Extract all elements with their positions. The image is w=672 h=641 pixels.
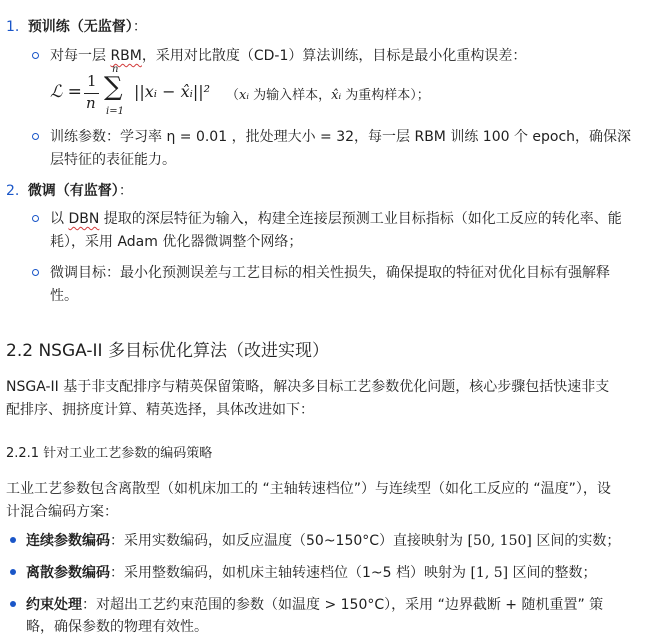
- paragraph: NSGA-II 基于非支配排序与精英保留策略，解决多目标工艺参数优化问题，核心步骤包括快速非支: [6, 379, 610, 395]
- bullet-circle-icon: [32, 269, 39, 276]
- paragraph-continuation: 配排序、拥挤度计算、精英选择，具体改进如下：: [6, 402, 314, 418]
- list-item: 微调目标：最小化预测误差与工艺目标的相关性损失，确保提取的特征对优化目标有强解释: [50, 265, 610, 281]
- bullet-dot-icon: [10, 569, 16, 575]
- list-item-continuation: 略，确保参数的物理有效性。: [26, 619, 208, 635]
- section-title: 预训练（无监督）: [27, 19, 133, 35]
- list-item-continuation: 层特征的表征能力。: [50, 152, 176, 168]
- section-1-heading: 1. 预训练（无监督）：: [6, 19, 147, 35]
- list-item-continuation: 耗），采用 Adam 优化器微调整个网络；: [50, 234, 303, 250]
- bullet-circle-icon: [32, 215, 39, 222]
- section-2-heading: 2. 微调（有监督）：: [6, 183, 133, 199]
- list-item: 离散参数编码：采用整数编码，如机床主轴转速档位（1~5 档）映射为 [1, 5] 区间的整数；: [26, 565, 597, 581]
- loss-formula: ℒ = 1 n n ∑ i=1 ||xᵢ − x̂ᵢ||² （xᵢ 为输入样本，x̂ᵢ 为重构样本）；: [50, 64, 430, 117]
- bullet-circle-icon: [32, 133, 39, 140]
- section-title: 微调（有监督）: [27, 183, 119, 199]
- bullet-circle-icon: [32, 52, 39, 59]
- list-item: 训练参数：学习率 η = 0.01 ，批处理大小 = 32，每一层 RBM 训练 100 个 epoch，确保深: [50, 129, 632, 145]
- list-item: 对每一层 RBM，采用对比散度（CD-1）算法训练，目标是最小化重构误差：: [50, 48, 527, 64]
- list-number: 2.: [6, 183, 20, 199]
- list-item: 以 DBN 提取的深层特征为输入，构建全连接层预测工业目标指标（如化工反应的转化率、能: [50, 211, 622, 227]
- bullet-dot-icon: [10, 601, 16, 607]
- section-heading-2-2-1: 2.2.1 针对工业工艺参数的编码策略: [6, 446, 213, 461]
- paragraph: 工业工艺参数包含离散型（如机床加工的 “主轴转速档位”）与连续型（如化工反应的 “温度”），设: [6, 481, 611, 497]
- list-number: 1.: [6, 19, 20, 35]
- section-heading-2-2: 2.2 NSGA-II 多目标优化算法（改进实现）: [6, 341, 329, 361]
- bullet-dot-icon: [10, 537, 16, 543]
- paragraph-continuation: 计混合编码方案：: [6, 504, 118, 520]
- list-item-continuation: 性。: [50, 288, 78, 304]
- list-item: 约束处理：对超出工艺约束范围的参数（如温度 > 150°C），采用 “边界截断 + 随机重置” 策: [26, 597, 604, 613]
- list-item: 连续参数编码：采用实数编码，如反应温度（50~150°C）直接映射为 [50, 150] 区间的实数；: [26, 533, 621, 549]
